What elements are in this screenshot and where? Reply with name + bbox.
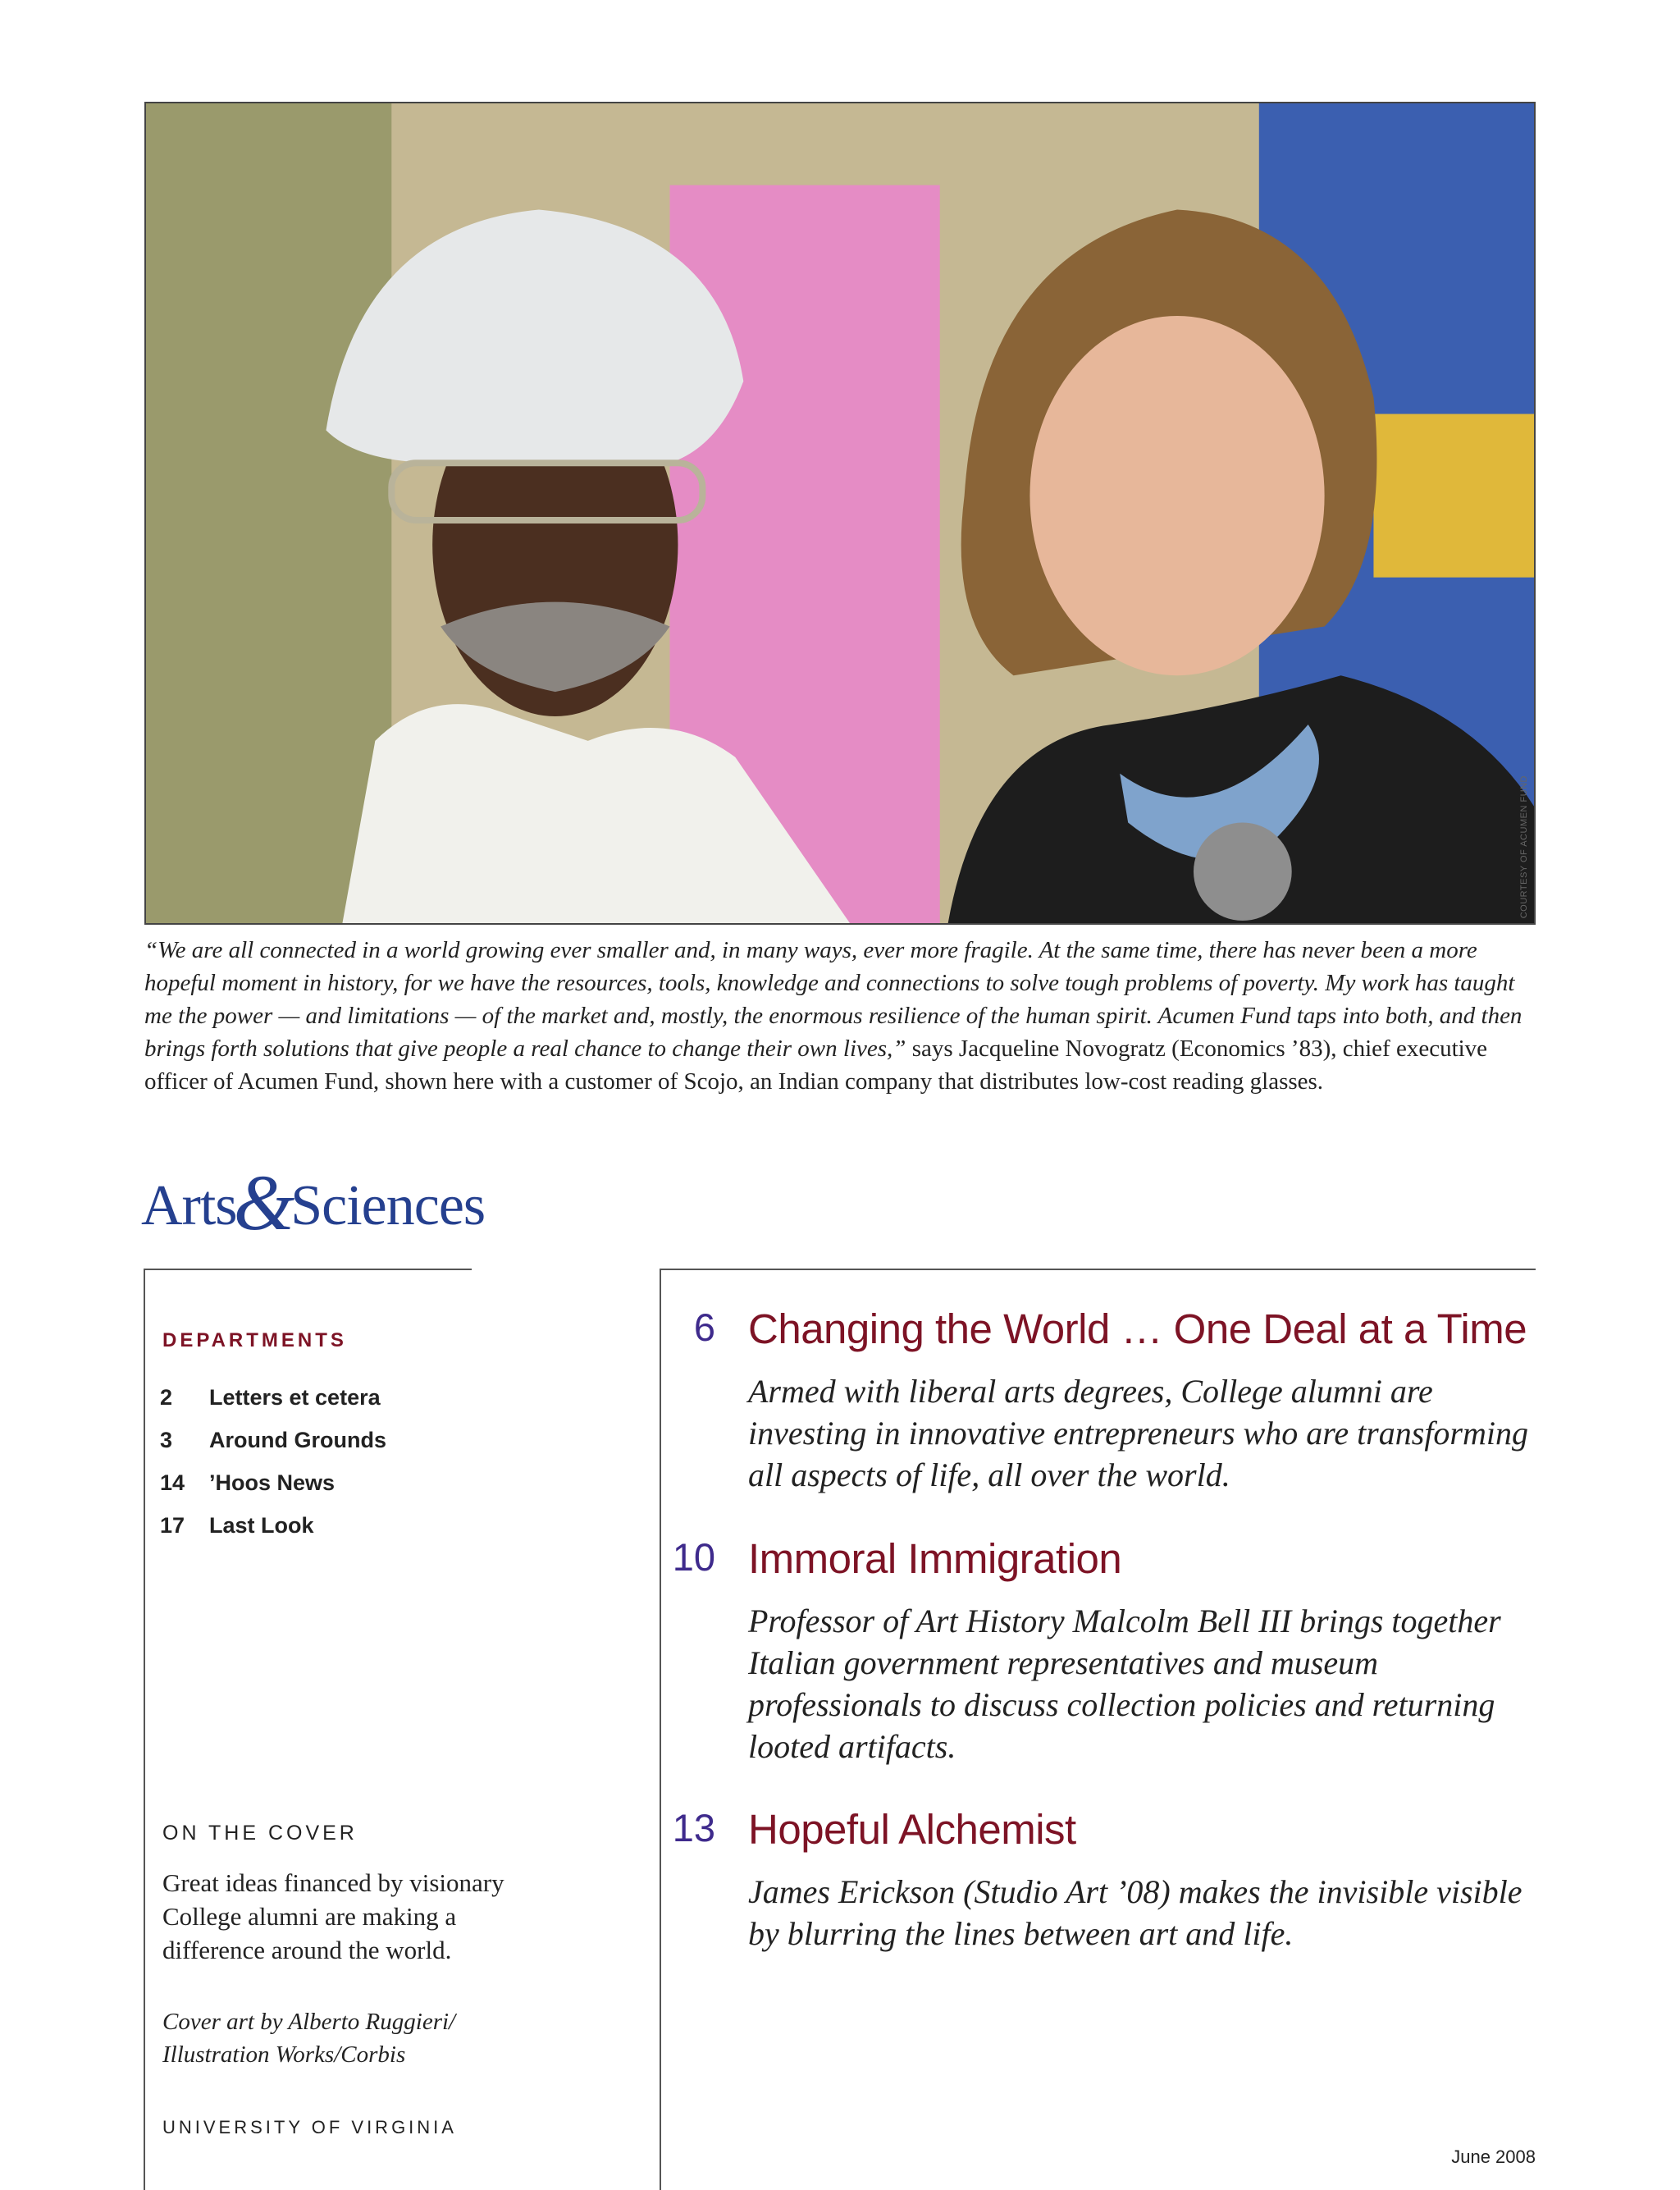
- department-item[interactable]: [160, 1428, 386, 1470]
- arts-sciences-logo: [141, 1157, 485, 1247]
- caption-attribution: says Jacqueline Novogratz (Economics ’83), chief executive officer of Acumen Fund, shown here with a customer of Scojo, an Indian company that distributes low-cost reading glasses.: [144, 1036, 1488, 1095]
- story-page-number: 10: [672, 1535, 715, 1579]
- caption-quote: “We are all connected in a world growing ever smaller and, in many ways, ever more fragile. At the same time, there has never been a more hopeful moment in history, for we have the resources, tools, knowledge and connections to solve tough problems of poverty. My work has taught me the power — and limitations — of the market and, mostly, the enormous resilience of the human spirit. Acumen Fund taps into both, and then brings forth solutions that give people a real chance to change their own lives,”: [144, 937, 1522, 1062]
- department-label: Letters et cetera: [209, 1385, 381, 1410]
- departments-heading: DEPARTMENTS: [162, 1329, 347, 1351]
- logo-arts: Arts: [141, 1174, 237, 1237]
- story-description: James Erickson (Studio Art ’08) makes the invisible visible by blurring the lines between art and life.: [748, 1873, 1522, 1952]
- cover-art-credit: [162, 2005, 523, 2071]
- department-page: 17: [160, 1513, 185, 1538]
- logo-sciences: Sciences: [290, 1174, 486, 1237]
- photo-illustration: [146, 103, 1534, 923]
- photo-credit: COURTESY OF ACUMEN FUND: [1519, 775, 1529, 918]
- department-item[interactable]: [160, 1385, 386, 1428]
- department-item[interactable]: [160, 1513, 386, 1556]
- story-title[interactable]: Changing the World … One Deal at a Time: [748, 1305, 1527, 1352]
- on-the-cover-heading: ON THE COVER: [162, 1822, 358, 1845]
- department-label: ’Hoos News: [209, 1470, 336, 1495]
- cover-art-line: Illustration Works/Corbis: [162, 2041, 406, 2068]
- story-page-number: 6: [693, 1305, 715, 1349]
- logo-ampersand: &: [233, 1159, 294, 1246]
- department-label: Around Grounds: [209, 1428, 386, 1452]
- story-page-number: 13: [672, 1806, 715, 1849]
- cover-art-line: Cover art by Alberto Ruggieri/: [162, 2009, 456, 2035]
- department-page: 3: [160, 1428, 173, 1452]
- university-name: UNIVERSITY OF VIRGINIA: [162, 2117, 457, 2137]
- department-page: 2: [160, 1385, 173, 1410]
- department-page: 14: [160, 1470, 185, 1495]
- story-title[interactable]: Hopeful Alchemist: [748, 1806, 1076, 1853]
- departments-list: [160, 1385, 386, 1556]
- department-item[interactable]: [160, 1470, 386, 1513]
- story-title[interactable]: Immoral Immigration: [748, 1535, 1122, 1582]
- issue-date: June 2008: [1451, 2147, 1536, 2167]
- cover-photo: [144, 102, 1536, 925]
- story-description: Professor of Art History Malcolm Bell III brings together Italian government representatives and museum professionals to discuss collection policies and returning looted artifacts.: [748, 1602, 1501, 1765]
- cover-description: Great ideas financed by visionary College alumni are making a difference around the world.: [162, 1868, 504, 1964]
- sidebar: [144, 1269, 504, 2190]
- story-description: Armed with liberal arts degrees, College alumni are investing in innovative entrepreneurs who are transforming all aspects of life, all over the world.: [748, 1373, 1528, 1493]
- contents-main: [660, 1269, 1536, 2190]
- department-label: Last Look: [209, 1513, 314, 1538]
- photo-caption: [144, 934, 1539, 1098]
